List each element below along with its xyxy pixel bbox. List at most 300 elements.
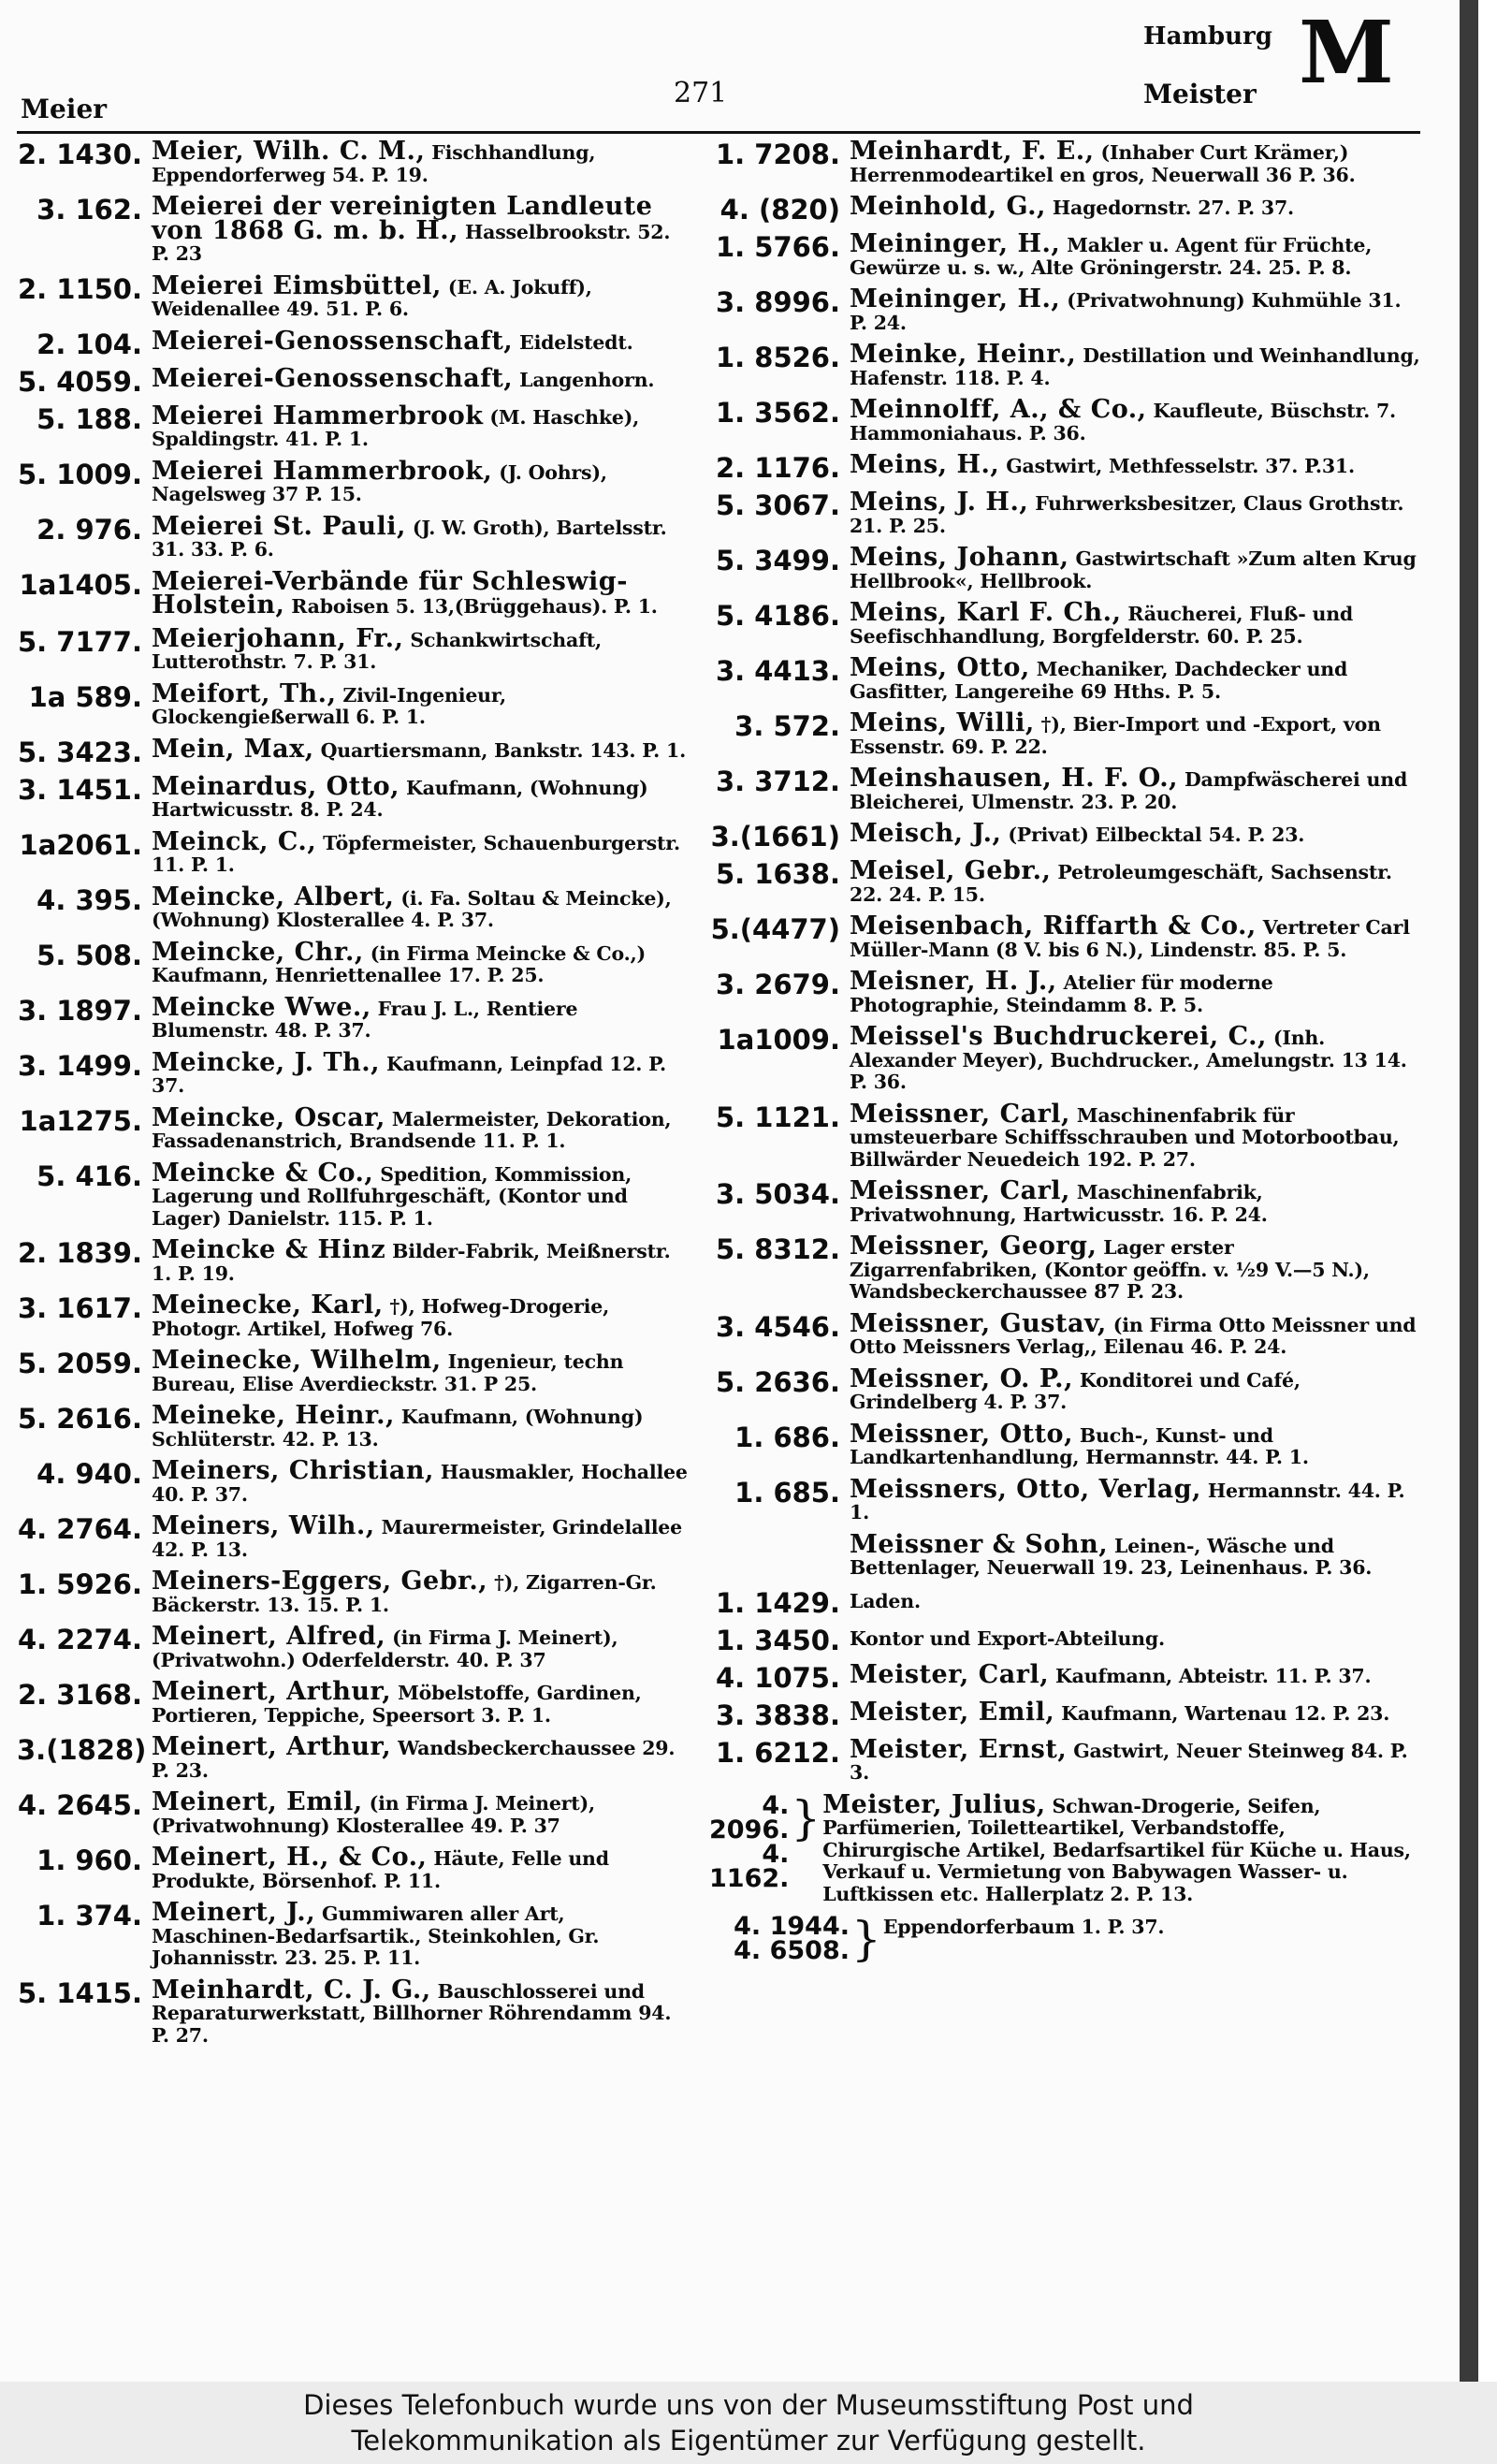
entry-phone-number: 1. 686. [734,1421,840,1453]
entry-text [850,1099,1420,1172]
entry-name: Meifort, Th., [152,678,337,708]
entry-text [850,598,1420,648]
directory-entry [709,229,1420,279]
entry-details: Destillation und Weinhandlung, Hafenstr. 118. P. 4. [850,344,1420,389]
entry-details: Lager erster Zigarrenfabriken, (Kontor geöffn. v. ½9 V.—5 N.), Wandsbeckerchaussee 87 P. 23. [850,1236,1370,1303]
entry-details: Raboisen 5. 13,(Brüggehaus). P. 1. [291,595,658,618]
entry-name: Meincke, Albert, [152,882,395,911]
directory-entry [709,1022,1420,1094]
directory-entry [709,395,1420,445]
entry-text [152,1898,690,1970]
page-edge [1460,0,1478,2382]
entry-phone-number: 2. 1430. [17,139,142,170]
entry-phone-number: 5. 2636. [715,1365,840,1398]
entry-text [152,1843,690,1892]
entry-text [850,1308,1420,1359]
entry-phone-number: 5. 3499. [715,545,840,576]
entry-text [152,1567,690,1616]
entry-details: Ingenieur, techn Bureau, Elise Averdieckstr. 31. P 25. [152,1350,624,1395]
entry-name: Meinecke, Wilhelm, [152,1346,442,1375]
entry-name: Meister, Ernst, [850,1734,1068,1764]
entry-text [152,1456,690,1506]
header-letter: M [1299,2,1394,103]
entry-text [850,450,1420,479]
entry-text [152,326,690,356]
entry-name: Meierei Hammerbrook, [152,456,493,486]
entry-details: (in Firma J. Meinert), (Privatwohnung) Klosterallee 49. P. 37 [152,1792,595,1837]
right-column [709,137,1420,1973]
entry-details: Langenhorn. [519,368,655,391]
entry-details: †), Hofweg-Drogerie, Photogr. Artikel, Hofweg 76. [152,1295,610,1340]
entry-name: Meierei-Genossenschaft, [152,363,514,393]
directory-entry [17,401,690,451]
directory-entry [17,1290,690,1340]
entry-details: †), Bier-Import und -Export, von Essenstr. 69. P. 22. [850,713,1381,758]
header-right-word: Meister [1143,79,1257,109]
entry-name: Meister, Emil, [850,1697,1055,1727]
entry-text [152,1677,690,1727]
entry-text [152,1158,690,1231]
entry-name: Meissner, Carl, [850,1176,1070,1205]
entry-text [850,1626,1420,1651]
entry-details: Gastwirtschaft »Zum alten Krug Hellbrook«, Hellbrook. [850,547,1417,592]
directory-entry [17,826,690,877]
entry-text [152,992,690,1042]
entry-text [152,511,690,561]
directory-entry [17,882,690,932]
directory-entry [709,1626,1420,1655]
entry-name: Meins, Willi, [850,708,1035,737]
entry-details: Konditorei und Café, Grindelberg 4. P. 37. [850,1368,1301,1413]
entry-phone-number: 5. 2059. [17,1348,142,1379]
entry-phone-number: 2. 1176. [715,452,840,484]
entry-phone-number: 3. 5034. [715,1178,840,1210]
footer-notice [0,2382,1497,2464]
entry-details: Gastwirt, Neuer Steinweg 84. P. 3. [850,1739,1408,1784]
entry-name: Meisenbach, Riffarth & Co., [850,911,1257,940]
entry-phone-number: 3. 1499. [17,1049,142,1082]
entry-phone-number: 3. 1451. [17,773,142,806]
entry-details: Kaufmann, (Wohnung) Schlüterstr. 42. P. 13. [152,1406,644,1451]
entry-phone-number: 2. 1150. [17,272,142,305]
entry-details: Buch-, Kunst- und Landkartenhandlung, Hermannstr. 44. P. 1. [850,1423,1309,1468]
footer-line-2: Telekommunikation als Eigentümer zur Verfügung gestellt. [351,2425,1146,2457]
entry-text [850,708,1420,758]
entry-phone-number: 4. 2645. [17,1789,142,1821]
entry-name: Meininger, H., [850,284,1061,313]
entry-name: Meinck, C., [152,826,317,856]
directory-entry [709,1734,1420,1785]
entry-details: Schankwirtschaft, Lutterothstr. 7. P. 31. [152,628,602,673]
directory-entry [709,819,1420,853]
entry-details: Frau J. L., Rentiere Blumenstr. 48. P. 37. [152,997,578,1042]
entry-details: Räucherei, Fluß- und Seefischhandlung, Borgfelderstr. 60. P. 25. [850,603,1354,648]
directory-entry [709,543,1420,592]
entry-name: Meister, Carl, [850,1659,1050,1689]
directory-entry [17,511,690,561]
right-entries [709,137,1420,1785]
entry-details: Laden. [850,1589,921,1612]
directory-entry [17,1898,690,1970]
entry-text [850,488,1420,537]
entry-details: Dampfwäscherei und Bleicherei, Ulmenstr. 23. P. 20. [850,768,1408,813]
directory-entry [17,1843,690,1892]
directory-entry [17,992,690,1042]
directory-entry [17,363,690,398]
directory-entry [17,192,690,266]
entry-text [152,192,690,266]
entry-phone-number: 5. 1009. [17,458,142,490]
entry-name: Meincke & Hinz [152,1235,386,1264]
entry-name: Meinert, Arthur, [152,1732,392,1761]
entry-details: Kaufleute, Büschstr. 7. Hammoniahaus. P. 36. [850,400,1396,445]
entry-text [850,856,1420,906]
entry-details: Spedition, Kommission, Lagerung und Rollfuhrgeschäft, (Kontor und Lager) Danielstr. 115. P. 1. [152,1162,632,1230]
entry-details: (M. Haschke), Spaldingstr. 41. P. 1. [152,405,640,450]
entry-text [850,137,1420,186]
entry-phone-number: 1. 960. [36,1844,142,1876]
directory-entry [17,1102,690,1153]
entry-details: (Inh. Alexander Meyer), Buchdrucker., Amelungstr. 13 14. P. 36. [850,1027,1407,1093]
entry-details: Zivil-Ingenieur, Glockengießerwall 6. P. 1. [152,683,506,728]
entry-phone-number: 2. 3168. [17,1679,142,1711]
entry-text [152,1732,690,1782]
entry-details: Kaufmann, Wartenau 12. P. 23. [1061,1701,1390,1725]
page-number: 271 [674,77,728,109]
entry-text [850,1176,1420,1226]
entry-text [152,1235,690,1285]
entry-text [152,1346,690,1395]
entry-details: Mechaniker, Dachdecker und Gasfitter, Langereihe 69 Hths. P. 5. [850,658,1348,703]
directory-entry [17,326,690,360]
entry-phone-number: 4. 940. [36,1458,142,1490]
directory-entry [709,1419,1420,1469]
entry-name: Meier, Wilh. C. M., [152,137,426,166]
entry-phone-numbers [709,1912,850,1965]
entry-text [152,678,690,729]
entry-phone-number: 4. 2764. [17,1513,142,1545]
entry-phone-number: 1. 7208. [715,139,840,170]
entry-name: Meinshausen, H. F. O., [850,764,1179,793]
directory-entry [709,764,1420,813]
entry-name: Meissner & Sohn, [850,1529,1109,1559]
entry-text [850,284,1420,334]
entry-name: Meins, Karl F. Ch., [850,598,1122,627]
entry-phone-number: 3.(1828) [17,1734,147,1766]
entry-phone-number: 1. 3562. [715,397,840,429]
entry-name: Meiners, Wilh., [152,1511,375,1540]
entry-phone-number: 1a2061. [19,828,142,861]
entry-phone-numbers [709,1790,790,1893]
entry-phone-number: 4. 395. [36,883,142,916]
entry-text [850,1589,1420,1613]
entry-text [152,270,690,321]
entry-details: (in Firma Meincke & Co.,) Kaufmann, Henriettenallee 17. P. 25. [152,941,647,986]
entry-phone-number: 5.(4477) [710,913,840,945]
entry-details: Gummiwaren aller Art, Maschinen-Bedarfsartik., Steinkohlen, Gr. Johannisstr. 23. 25. P. 11. [152,1903,600,1969]
directory-entry [17,270,690,321]
entry-phone-number: 3. 8996. [715,286,840,318]
entry-details: Bilder-Fabrik, Meißnerstr. 1. P. 19. [152,1240,671,1285]
entry-phone-number: 3. 2679. [715,969,840,1000]
entry-phone-number: 4. 2096. [709,1790,790,1844]
entry-text [850,1659,1420,1689]
directory-entry [17,771,690,822]
entry-name: Meierei Eimsbüttel, [152,270,442,300]
header-left-word: Meier [21,94,108,124]
directory-entry [709,708,1420,758]
entry-name: Meins, J. H., [850,488,1029,517]
entry-text [152,1290,690,1340]
entry-name: Meininger, H., [850,229,1061,258]
directory-entry [17,1732,690,1782]
entry-text [883,1915,1420,1939]
directory-entry [709,653,1420,703]
directory-entry [709,1308,1420,1359]
entry-name: Meinhardt, C. J. G., [152,1975,431,2005]
directory-entry [709,192,1420,226]
entry-details: Petroleumgeschäft, Sachsenstr. 22. 24. P. 15. [850,861,1392,906]
directory-entry [17,1787,690,1837]
entry-name: Meierei Hammerbrook [152,401,484,430]
entry-name: Meins, H., [850,450,1000,479]
entry-phone-number: 3. 1617. [17,1292,142,1324]
directory-entry [17,734,690,768]
entry-details: (E. A. Jokuff), Weidenallee 49. 51. P. 6. [152,275,592,320]
entry-details: (J. W. Groth), Bartelsstr. 31. 33. P. 6. [152,516,667,561]
entry-name: Meinert, H., & Co., [152,1843,428,1872]
entry-text [152,623,690,674]
entry-name: Meinhold, G., [850,192,1046,221]
directory-entry [709,450,1420,484]
entry-details: (Privatwohnung) Kuhmühle 31. P. 24. [850,289,1402,334]
brace-glyph: } [791,1790,821,1845]
entry-phone-number: 3. 3712. [715,765,840,797]
directory-entry [17,678,690,729]
entry-name: Meiners, Christian, [152,1456,434,1485]
entry-details: Fuhrwerksbesitzer, Claus Grothstr. 21. P. 25. [850,492,1404,537]
entry-details: (i. Fa. Soltau & Meincke), (Wohnung) Klosterallee 4. P. 37. [152,886,672,931]
entry-name: Meinnolff, A., & Co., [850,395,1147,424]
entry-text [152,363,690,393]
entry-details: Maschinenfabrik für umsteuerbare Schiffsschrauben und Motorbootbau, Billwärder Neuedeich 192. P. 27. [850,1103,1400,1171]
directory-entry [17,566,690,620]
entry-phone-number: 4. 2274. [17,1624,142,1655]
entry-name: Meincke Wwe., [152,992,371,1022]
entry-phone-number: 5. 1638. [715,858,840,890]
entry-text [152,456,690,506]
footer-line-1: Dieses Telefonbuch wurde uns von der Museumsstiftung Post und [303,2389,1194,2421]
entry-details: Hagedornstr. 27. P. 37. [1052,197,1294,219]
entry-phone-number: 4. 6508. [734,1936,850,1965]
entry-phone-number: 5. 4186. [715,600,840,632]
entry-details: Hasselbrookstr. 52. P. 23 [152,220,671,265]
entry-details: Atelier für moderne Photographie, Steindamm 8. P. 5. [850,971,1273,1016]
entry-phone-number: 1a1405. [19,568,142,601]
directory-entry [17,1456,690,1506]
entry-phone-number: 5. 1121. [715,1101,840,1133]
entry-text [152,137,690,186]
entry-text [850,1419,1420,1469]
directory-entry [17,1235,690,1285]
entry-details: Möbelstoffe, Gardinen, Portieren, Teppiche, Speersort 3. P. 1. [152,1682,642,1727]
entry-details: Maschinenfabrik, Privatwohnung, Hartwicusstr. 16. P. 24. [850,1181,1268,1226]
entry-details: Kontor und Export-Abteilung. [850,1626,1165,1650]
entry-phone-number: 3. 162. [36,194,142,226]
entry-name: Meincke, Chr., [152,937,364,967]
entry-phone-number: 3. 4413. [715,655,840,687]
entry-phone-number: 1. 685. [734,1476,840,1509]
entry-name: Meierei der vereinigten Landleute von 1868 G. m. b. H., [152,192,653,245]
directory-entry-grouped [709,1912,1420,1966]
entry-details: Eidelstedt. [519,330,633,354]
entry-phone-number: 2. 104. [36,328,142,360]
entry-name: Meinecke, Karl, [152,1290,384,1319]
entry-details: Vertreter Carl Müller-Mann (8 V. bis 6 N.), Lindenstr. 85. P. 5. [850,916,1410,961]
entry-phone-number: 4. (820) [719,194,840,226]
entry-phone-number: 5. 4059. [17,365,142,398]
entry-text [850,1529,1420,1580]
entry-text [152,937,690,987]
brace-entries [709,1789,1420,1966]
directory-entry [709,1586,1420,1619]
entry-phone-number: 5. 2616. [17,1403,142,1435]
entry-text [850,192,1420,221]
entry-name: Meisch, J., [850,819,1002,848]
directory-entry [709,1363,1420,1414]
entry-text [152,1102,690,1153]
entry-phone-number: 1a 589. [28,680,142,713]
entry-details: Hausmakler, Hochallee 40. P. 37. [152,1461,688,1506]
entry-name: Meierjohann, Fr., [152,623,404,653]
entry-details: Eppendorferbaum 1. P. 37. [882,1916,1165,1938]
directory-entry [17,1677,690,1727]
entry-text [152,734,690,764]
entry-text [850,1697,1420,1727]
left-column [17,137,690,2056]
entry-name: Mein, Max, [152,734,314,764]
directory-entry [17,1622,690,1671]
entry-name: Meinke, Heinr., [850,340,1077,369]
directory-entry [709,1474,1420,1524]
entry-name: Meincke, Oscar, [152,1102,385,1132]
entry-name: Meisel, Gebr., [850,856,1052,885]
directory-entry [17,1047,690,1098]
entry-name: Meinardus, Otto, [152,771,400,801]
entry-phone-number: 1. 1429. [715,1586,840,1619]
entry-text [152,882,690,932]
entry-name: Meissner, Carl, [850,1099,1070,1129]
page-margin [1478,0,1497,2382]
entry-text [850,395,1420,445]
entry-text [850,1474,1420,1524]
entry-details: †), Zigarren-Gr. Bäckerstr. 13. 15. P. 1. [152,1571,657,1616]
entry-name: Meierei St. Pauli, [152,511,406,541]
entry-phone-number: 3. 3838. [715,1699,840,1731]
entry-name: Meinert, Emil, [152,1787,363,1816]
entry-text [850,967,1420,1016]
entry-text [850,229,1420,279]
entry-phone-number: 5. 188. [36,402,142,435]
entry-phone-number: 1. 5766. [715,231,840,263]
entry-name: Meissner, Georg, [850,1232,1097,1261]
entry-name: Meincke & Co., [152,1158,374,1188]
entry-details: (in Firma J. Meinert), (Privatwohn.) Oderfelderstr. 40. P. 37 [152,1626,618,1671]
entry-text [850,1022,1420,1094]
directory-entry [17,1975,690,2048]
entry-name: Meinert, Alfred, [152,1622,386,1651]
directory-entry [709,967,1420,1016]
directory-entry [709,598,1420,648]
entry-text [152,1975,690,2048]
directory-entry [709,856,1420,906]
entry-phone-number: 3. 1897. [17,994,142,1027]
directory-entry-grouped [709,1789,1420,1906]
entry-details: (Inhaber Curt Krämer,) Herrenmodeartikel en gros, Neuerwall 36 P. 36. [850,141,1356,186]
entry-phone-number: 5. 1415. [17,1976,142,2009]
entry-details: Kaufmann, Abteistr. 11. P. 37. [1055,1664,1372,1687]
directory-entry [17,1158,690,1231]
entry-details: (in Firma Otto Meissner und Otto Meissners Verlag,, Eilenau 46. P. 24. [850,1313,1417,1358]
directory-entry [709,1232,1420,1304]
entry-phone-number: 5. 3423. [17,736,142,768]
directory-entry [709,1099,1420,1172]
entry-details: Fischhandlung, Eppendorferweg 54. P. 19. [152,141,596,186]
directory-entry [709,284,1420,334]
entry-name: Meinhardt, F. E., [850,137,1095,166]
entry-text [152,771,690,822]
entry-name: Meincke, J. Th., [152,1047,381,1077]
entry-text [850,1232,1420,1304]
entry-text [850,1734,1420,1785]
entry-phone-number: 1a1009. [717,1024,840,1056]
entry-name: Meissner, Otto, [850,1419,1073,1449]
entry-phone-number: 4. 1075. [715,1661,840,1694]
entry-text [152,1787,690,1837]
entry-details: Gastwirt, Methfesselstr. 37. P.31. [1006,455,1355,477]
header-city: Hamburg [1143,22,1272,51]
entry-text [850,911,1420,961]
directory-entry [709,911,1420,961]
directory-entry [17,1346,690,1395]
directory-entry [709,340,1420,389]
entry-text [822,1789,1420,1906]
entry-phone-number: 1. 374. [36,1900,142,1932]
entry-name: Meissel's Buchdruckerei, C., [850,1022,1267,1051]
entry-text [850,543,1420,592]
entry-name: Meins, Johann, [850,543,1069,572]
entry-phone-number: 3. 4546. [715,1310,840,1343]
brace-glyph: } [851,1912,881,1966]
entry-details: Quartiersmann, Bankstr. 143. P. 1. [320,738,687,762]
entry-text [850,1363,1420,1414]
directory-entry [17,937,690,987]
entry-phone-number: 4. 1944. [734,1912,850,1941]
entry-text [152,566,690,620]
entry-phone-number: 1. 5926. [17,1568,142,1600]
entry-name: Meineke, Heinr., [152,1401,395,1430]
entry-details: Bauschlosserei und Reparaturwerkstatt, Billhorner Röhrendamm 94. P. 27. [152,1979,672,2047]
directory-entry [709,488,1420,537]
directory-entry [709,1659,1420,1694]
entry-phone-number: 5. 3067. [715,489,840,521]
entry-phone-number: 4. 1162. [709,1839,790,1893]
entry-name: Meissners, Otto, Verlag, [850,1474,1201,1504]
entry-details: Kaufmann, Leinpfad 12. P. 37. [152,1052,666,1097]
entry-text [152,1622,690,1671]
directory-entry [709,1176,1420,1226]
entry-text [152,1047,690,1098]
